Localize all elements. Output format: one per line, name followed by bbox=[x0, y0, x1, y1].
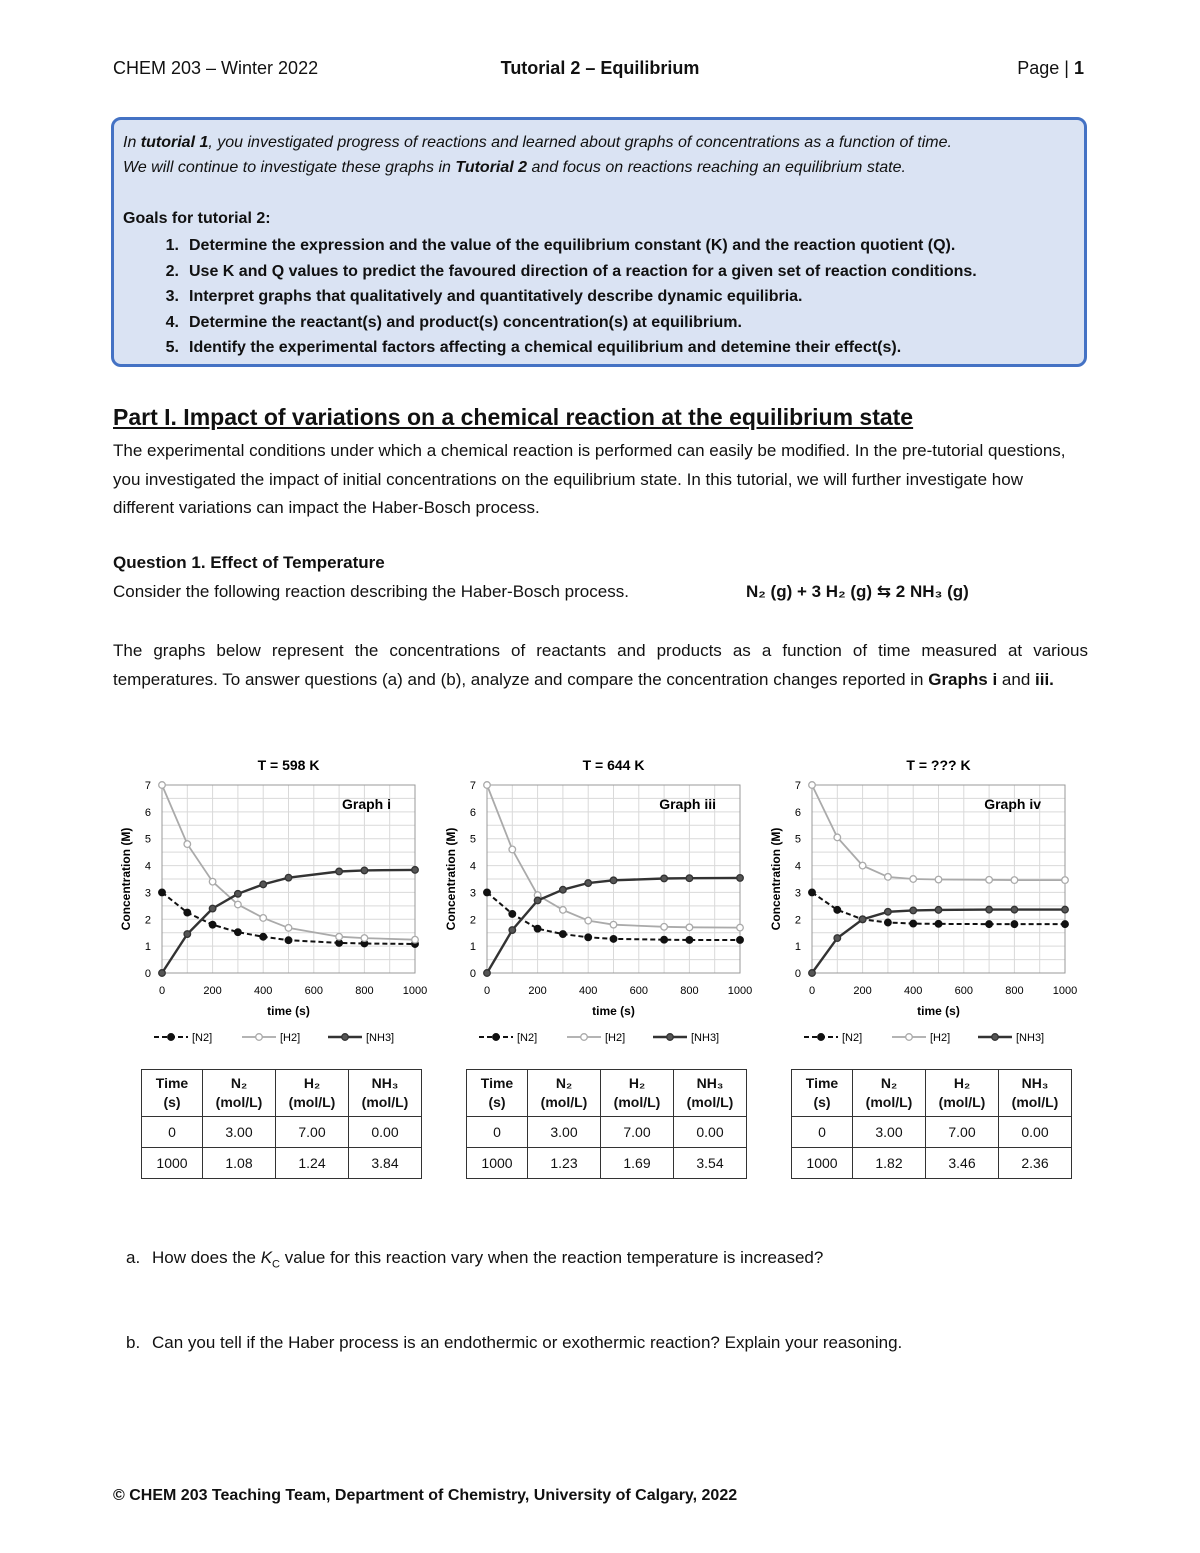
data-point bbox=[285, 925, 292, 932]
y-tick-label: 6 bbox=[794, 806, 801, 819]
data-point bbox=[209, 878, 216, 885]
y-tick-label: 1 bbox=[794, 941, 801, 954]
y-tick-label: 1 bbox=[144, 941, 151, 954]
data-point bbox=[986, 877, 993, 884]
chart-graph-i bbox=[116, 750, 436, 1050]
x-tick-label: 0 bbox=[483, 985, 491, 997]
question-a bbox=[126, 1248, 823, 1270]
x-tick-label: 200 bbox=[203, 985, 222, 997]
th-line: N₂ bbox=[880, 1075, 898, 1091]
x-tick-label: 200 bbox=[528, 985, 547, 997]
th-line: H₂ bbox=[953, 1075, 971, 1091]
part-paragraph: The experimental conditions under which a chemical reaction is performed can easily be modified. In the pre-tutorial questions, you investigated the impact of initial concentrations on the equilibrium state. In this tutorial, we will further investigate how different variations can impact the Haber-Bosch process. bbox=[113, 441, 1066, 517]
question-label: a. bbox=[126, 1248, 141, 1267]
th-line: (mol/L) bbox=[1011, 1094, 1059, 1110]
y-tick-label: 6 bbox=[469, 806, 476, 819]
th-line: (mol/L) bbox=[865, 1094, 913, 1110]
table-cell: 3.46 bbox=[926, 1148, 999, 1179]
x-axis-label: time (s) bbox=[917, 1004, 960, 1018]
th-line: (s) bbox=[163, 1094, 181, 1110]
y-axis-label: Concentration (M) bbox=[119, 827, 133, 931]
legend-label: [H2] bbox=[605, 1032, 626, 1044]
data-point bbox=[285, 937, 292, 944]
data-point bbox=[159, 889, 166, 896]
th-line: (mol/L) bbox=[215, 1094, 263, 1110]
chart-graph-iv bbox=[766, 750, 1086, 1050]
y-tick-label: 3 bbox=[144, 887, 151, 900]
goal-text: Identify the experimental factors affecting a chemical equilibrium and detemine their effect(s). bbox=[189, 339, 902, 356]
goals-title: Goals for tutorial 2: bbox=[123, 210, 271, 227]
question-label: b. bbox=[126, 1333, 141, 1352]
x-tick-label: 1000 bbox=[727, 985, 753, 997]
data-point bbox=[585, 917, 592, 924]
data-point bbox=[1062, 921, 1069, 928]
table-cell: 0 bbox=[142, 1117, 203, 1148]
data-point bbox=[885, 874, 892, 881]
data-point bbox=[610, 877, 617, 884]
table-cell: 7.00 bbox=[926, 1117, 999, 1148]
y-axis-label: Concentration (M) bbox=[769, 827, 783, 931]
table-cell: 0 bbox=[467, 1117, 528, 1148]
goals-list bbox=[123, 233, 977, 361]
goal-text: Interpret graphs that qualitatively and quantitatively describe dynamic equilibria. bbox=[189, 288, 803, 305]
intro-line-2 bbox=[123, 155, 952, 180]
data-point bbox=[986, 906, 993, 913]
th-time bbox=[792, 1070, 853, 1117]
data-point bbox=[859, 916, 866, 923]
x-axis-label: time (s) bbox=[592, 1004, 635, 1018]
table-cell: 3.54 bbox=[674, 1148, 747, 1179]
graph-label: Graph i bbox=[341, 796, 391, 812]
data-point bbox=[484, 889, 491, 896]
x-tick-label: 200 bbox=[853, 985, 872, 997]
legend-label: [H2] bbox=[280, 1032, 301, 1044]
question-b bbox=[126, 1333, 902, 1353]
x-tick-label: 1000 bbox=[1052, 985, 1078, 997]
legend-marker bbox=[168, 1034, 175, 1041]
table-cell: 1000 bbox=[467, 1148, 528, 1179]
legend-marker bbox=[493, 1034, 500, 1041]
y-tick-label: 0 bbox=[794, 968, 801, 980]
table-cell: 3.00 bbox=[528, 1117, 601, 1148]
data-point bbox=[1011, 921, 1018, 928]
data-point bbox=[361, 935, 368, 942]
data-point bbox=[361, 867, 368, 874]
data-table-iii bbox=[466, 1069, 747, 1179]
data-point bbox=[560, 886, 567, 893]
part-title: Part I. Impact of variations on a chemical reaction at the equilibrium state bbox=[113, 404, 914, 430]
data-point bbox=[260, 915, 267, 922]
data-point bbox=[809, 889, 816, 896]
x-tick-label: 600 bbox=[304, 985, 323, 997]
legend-label: [N2] bbox=[517, 1032, 538, 1044]
intro-1-em: tutorial 1 bbox=[140, 134, 209, 151]
table-cell: 1000 bbox=[142, 1148, 203, 1179]
th-line: (mol/L) bbox=[686, 1094, 734, 1110]
data-point bbox=[484, 782, 491, 789]
legend-label: [N2] bbox=[192, 1032, 213, 1044]
goals-box bbox=[111, 117, 1087, 367]
th-line: (mol/L) bbox=[938, 1094, 986, 1110]
data-point bbox=[235, 901, 242, 908]
y-tick-label: 2 bbox=[794, 914, 801, 927]
data-point bbox=[885, 908, 892, 915]
data-point bbox=[910, 876, 917, 883]
x-tick-label: 400 bbox=[904, 985, 923, 997]
graphs-ref-1: Graphs i bbox=[928, 669, 998, 689]
kc-subscript: C bbox=[272, 1258, 280, 1271]
x-tick-label: 800 bbox=[355, 985, 374, 997]
legend-marker bbox=[906, 1034, 913, 1041]
y-tick-label: 4 bbox=[469, 860, 476, 873]
data-point bbox=[534, 897, 541, 904]
intro-text bbox=[123, 130, 952, 180]
intro-1-post: , you investigated progress of reactions and learned about graphs of concentrations as a function of time. bbox=[208, 134, 952, 151]
table-cell: 1000 bbox=[792, 1148, 853, 1179]
x-tick-label: 800 bbox=[1005, 985, 1024, 997]
chart-title: T = 598 K bbox=[257, 757, 320, 773]
goal-text: Determine the expression and the value of the equilibrium constant (K) and the reaction quotient (Q). bbox=[189, 237, 956, 254]
graphs-paragraph-text: The graphs below represent the concentrations of reactants and products as a function of time measured at various temperatures. To answer questions (a) and (b), analyze and compare the concentration changes reported in bbox=[113, 641, 1088, 689]
th-line: (s) bbox=[813, 1094, 831, 1110]
footer: © CHEM 203 Teaching Team, Department of Chemistry, University of Calgary, 2022 bbox=[113, 1487, 738, 1504]
header-title: Tutorial 2 – Equilibrium bbox=[500, 58, 700, 78]
table-cell: 0.00 bbox=[999, 1117, 1072, 1148]
th-line: H₂ bbox=[628, 1075, 646, 1091]
th-line: (s) bbox=[488, 1094, 506, 1110]
table-cell: 1.23 bbox=[528, 1148, 601, 1179]
th-n2 bbox=[853, 1070, 926, 1117]
data-point bbox=[686, 924, 693, 931]
th-h2 bbox=[601, 1070, 674, 1117]
legend-label: [H2] bbox=[930, 1032, 951, 1044]
legend-label: [NH3] bbox=[1016, 1032, 1045, 1044]
y-tick-label: 5 bbox=[469, 833, 476, 846]
y-tick-label: 4 bbox=[794, 860, 801, 873]
goal-item bbox=[123, 233, 977, 259]
y-tick-label: 0 bbox=[144, 968, 151, 980]
x-tick-label: 400 bbox=[579, 985, 598, 997]
data-point bbox=[1011, 906, 1018, 913]
data-point bbox=[184, 909, 191, 916]
goal-item bbox=[123, 335, 977, 361]
question-b-text: Can you tell if the Haber process is an endothermic or exothermic reaction? Explain your reasoning. bbox=[152, 1333, 903, 1352]
data-point bbox=[737, 924, 744, 931]
x-tick-label: 400 bbox=[254, 985, 273, 997]
data-point bbox=[834, 935, 841, 942]
data-point bbox=[560, 907, 567, 914]
data-point bbox=[610, 936, 617, 943]
graphs-paragraph bbox=[113, 637, 1088, 694]
data-point bbox=[737, 875, 744, 882]
data-point bbox=[859, 862, 866, 869]
data-table-iv bbox=[791, 1069, 1072, 1179]
table-cell: 1.24 bbox=[276, 1148, 349, 1179]
chart-title: T = ??? K bbox=[906, 757, 971, 773]
table-cell: 3.84 bbox=[349, 1148, 422, 1179]
legend-marker bbox=[256, 1034, 263, 1041]
th-h2 bbox=[926, 1070, 999, 1117]
goal-text: Use K and Q values to predict the favoured direction of a reaction for a given set of reaction conditions. bbox=[189, 262, 977, 280]
question-a-pre: How does the bbox=[152, 1248, 261, 1267]
x-tick-label: 600 bbox=[954, 985, 973, 997]
data-point bbox=[809, 782, 816, 789]
data-point bbox=[336, 933, 343, 940]
legend-label: [NH3] bbox=[366, 1032, 395, 1044]
legend-label: [NH3] bbox=[691, 1032, 720, 1044]
data-point bbox=[737, 937, 744, 944]
legend-marker bbox=[818, 1034, 825, 1041]
table-cell: 7.00 bbox=[276, 1117, 349, 1148]
data-point bbox=[885, 919, 892, 926]
data-point bbox=[159, 970, 166, 977]
legend-marker bbox=[992, 1034, 999, 1041]
intro-2-post: and focus on reactions reaching an equilibrium state. bbox=[527, 159, 906, 176]
data-point bbox=[509, 927, 516, 934]
legend-marker bbox=[667, 1034, 674, 1041]
graphs-ref-2: iii. bbox=[1035, 669, 1054, 689]
intro-line-1 bbox=[123, 130, 952, 155]
y-tick-label: 6 bbox=[144, 806, 151, 819]
data-point bbox=[834, 834, 841, 841]
table-cell: 3.00 bbox=[203, 1117, 276, 1148]
y-tick-label: 0 bbox=[469, 968, 476, 980]
goal-num: 1. bbox=[165, 237, 179, 254]
data-point bbox=[184, 931, 191, 938]
goal-item bbox=[123, 259, 977, 285]
goal-item bbox=[123, 284, 977, 310]
th-n2 bbox=[203, 1070, 276, 1117]
y-tick-label: 2 bbox=[144, 914, 151, 927]
data-point bbox=[661, 936, 668, 943]
data-point bbox=[534, 925, 541, 932]
y-tick-label: 7 bbox=[469, 780, 476, 792]
data-point bbox=[1011, 877, 1018, 884]
table-cell: 0.00 bbox=[349, 1117, 422, 1148]
data-point bbox=[412, 936, 419, 943]
y-tick-label: 7 bbox=[794, 780, 801, 792]
y-axis-label: Concentration (M) bbox=[444, 827, 458, 931]
data-point bbox=[235, 890, 242, 897]
th-line: NH₃ bbox=[696, 1075, 724, 1091]
graph-label: Graph iii bbox=[659, 796, 716, 812]
th-line: NH₃ bbox=[371, 1075, 399, 1091]
y-tick-label: 1 bbox=[469, 941, 476, 954]
y-tick-label: 5 bbox=[794, 833, 801, 846]
th-line: (mol/L) bbox=[361, 1094, 409, 1110]
data-point bbox=[585, 934, 592, 941]
y-tick-label: 3 bbox=[794, 887, 801, 900]
reaction-equation: N₂ (g) + 3 H₂ (g) ⇆ 2 NH₃ (g) bbox=[746, 582, 969, 601]
th-line: NH₃ bbox=[1021, 1075, 1049, 1091]
data-point bbox=[935, 921, 942, 928]
y-tick-label: 4 bbox=[144, 860, 151, 873]
data-point bbox=[209, 905, 216, 912]
data-point bbox=[910, 907, 917, 914]
th-line: (mol/L) bbox=[540, 1094, 588, 1110]
data-point bbox=[661, 924, 668, 931]
y-tick-label: 3 bbox=[469, 887, 476, 900]
data-point bbox=[235, 929, 242, 936]
legend-marker bbox=[581, 1034, 588, 1041]
legend-label: [N2] bbox=[842, 1032, 863, 1044]
table-cell: 1.82 bbox=[853, 1148, 926, 1179]
goal-num: 5. bbox=[165, 339, 179, 356]
data-point bbox=[285, 874, 292, 881]
data-point bbox=[484, 970, 491, 977]
chart-graph-iii bbox=[441, 750, 761, 1050]
data-point bbox=[585, 880, 592, 887]
th-h2 bbox=[276, 1070, 349, 1117]
chart-title: T = 644 K bbox=[582, 757, 645, 773]
data-point bbox=[686, 875, 693, 882]
th-nh3 bbox=[349, 1070, 422, 1117]
th-line: N₂ bbox=[555, 1075, 573, 1091]
table-cell: 7.00 bbox=[601, 1117, 674, 1148]
goal-item bbox=[123, 310, 977, 336]
th-line: Time bbox=[155, 1075, 189, 1091]
th-line: (mol/L) bbox=[613, 1094, 661, 1110]
th-nh3 bbox=[674, 1070, 747, 1117]
intro-2-pre: We will continue to investigate these graphs in bbox=[123, 159, 456, 176]
data-point bbox=[834, 907, 841, 914]
y-tick-label: 2 bbox=[469, 914, 476, 927]
data-point bbox=[935, 907, 942, 914]
question-intro: Consider the following reaction describing the Haber-Bosch process. bbox=[113, 582, 629, 601]
data-point bbox=[260, 881, 267, 888]
goal-num: 3. bbox=[165, 288, 179, 305]
data-point bbox=[159, 782, 166, 789]
th-line: Time bbox=[805, 1075, 839, 1091]
table-cell: 2.36 bbox=[999, 1148, 1072, 1179]
data-point bbox=[336, 868, 343, 875]
th-nh3 bbox=[999, 1070, 1072, 1117]
data-point bbox=[610, 921, 617, 928]
x-tick-label: 600 bbox=[629, 985, 648, 997]
data-point bbox=[809, 970, 816, 977]
data-point bbox=[986, 921, 993, 928]
th-time bbox=[142, 1070, 203, 1117]
question-a-post: value for this reaction vary when the reaction temperature is increased? bbox=[279, 1248, 824, 1267]
intro-1-pre: In bbox=[123, 134, 141, 151]
question-title: Question 1. Effect of Temperature bbox=[113, 553, 385, 572]
header-page bbox=[1017, 58, 1084, 79]
data-point bbox=[686, 937, 693, 944]
th-line: H₂ bbox=[303, 1075, 321, 1091]
data-point bbox=[509, 846, 516, 853]
table-cell: 0 bbox=[792, 1117, 853, 1148]
page-number: 1 bbox=[1073, 58, 1084, 78]
data-point bbox=[935, 876, 942, 883]
x-tick-label: 800 bbox=[680, 985, 699, 997]
data-point bbox=[509, 911, 516, 918]
data-point bbox=[910, 920, 917, 927]
data-point bbox=[1062, 906, 1069, 913]
th-time bbox=[467, 1070, 528, 1117]
goal-num: 4. bbox=[165, 313, 179, 331]
data-point bbox=[560, 931, 567, 938]
table-cell: 3.00 bbox=[853, 1117, 926, 1148]
data-table-i bbox=[141, 1069, 422, 1179]
graph-label: Graph iv bbox=[984, 796, 1041, 812]
th-line: N₂ bbox=[230, 1075, 248, 1091]
goal-num: 2. bbox=[165, 262, 179, 280]
th-line: (mol/L) bbox=[288, 1094, 336, 1110]
table-cell: 1.08 bbox=[203, 1148, 276, 1179]
data-point bbox=[661, 875, 668, 882]
data-point bbox=[184, 841, 191, 848]
th-line: Time bbox=[480, 1075, 514, 1091]
x-tick-label: 0 bbox=[808, 985, 816, 997]
table-cell: 1.69 bbox=[601, 1148, 674, 1179]
th-n2 bbox=[528, 1070, 601, 1117]
data-point bbox=[209, 921, 216, 928]
x-tick-label: 0 bbox=[158, 985, 166, 997]
goal-text: Determine the reactant(s) and product(s) concentration(s) at equilibrium. bbox=[189, 313, 742, 331]
x-tick-label: 1000 bbox=[402, 985, 428, 997]
page-label: Page | bbox=[1017, 58, 1069, 78]
x-axis-label: time (s) bbox=[267, 1004, 310, 1018]
y-tick-label: 7 bbox=[144, 780, 151, 792]
kc-symbol: K bbox=[260, 1248, 273, 1267]
table-cell: 0.00 bbox=[674, 1117, 747, 1148]
header-course: CHEM 203 – Winter 2022 bbox=[113, 58, 319, 78]
data-point bbox=[412, 867, 419, 874]
data-point bbox=[1062, 877, 1069, 884]
intro-2-em: Tutorial 2 bbox=[455, 159, 528, 176]
legend-marker bbox=[342, 1034, 349, 1041]
graphs-and: and bbox=[997, 669, 1035, 689]
y-tick-label: 5 bbox=[144, 833, 151, 846]
data-point bbox=[260, 933, 267, 940]
